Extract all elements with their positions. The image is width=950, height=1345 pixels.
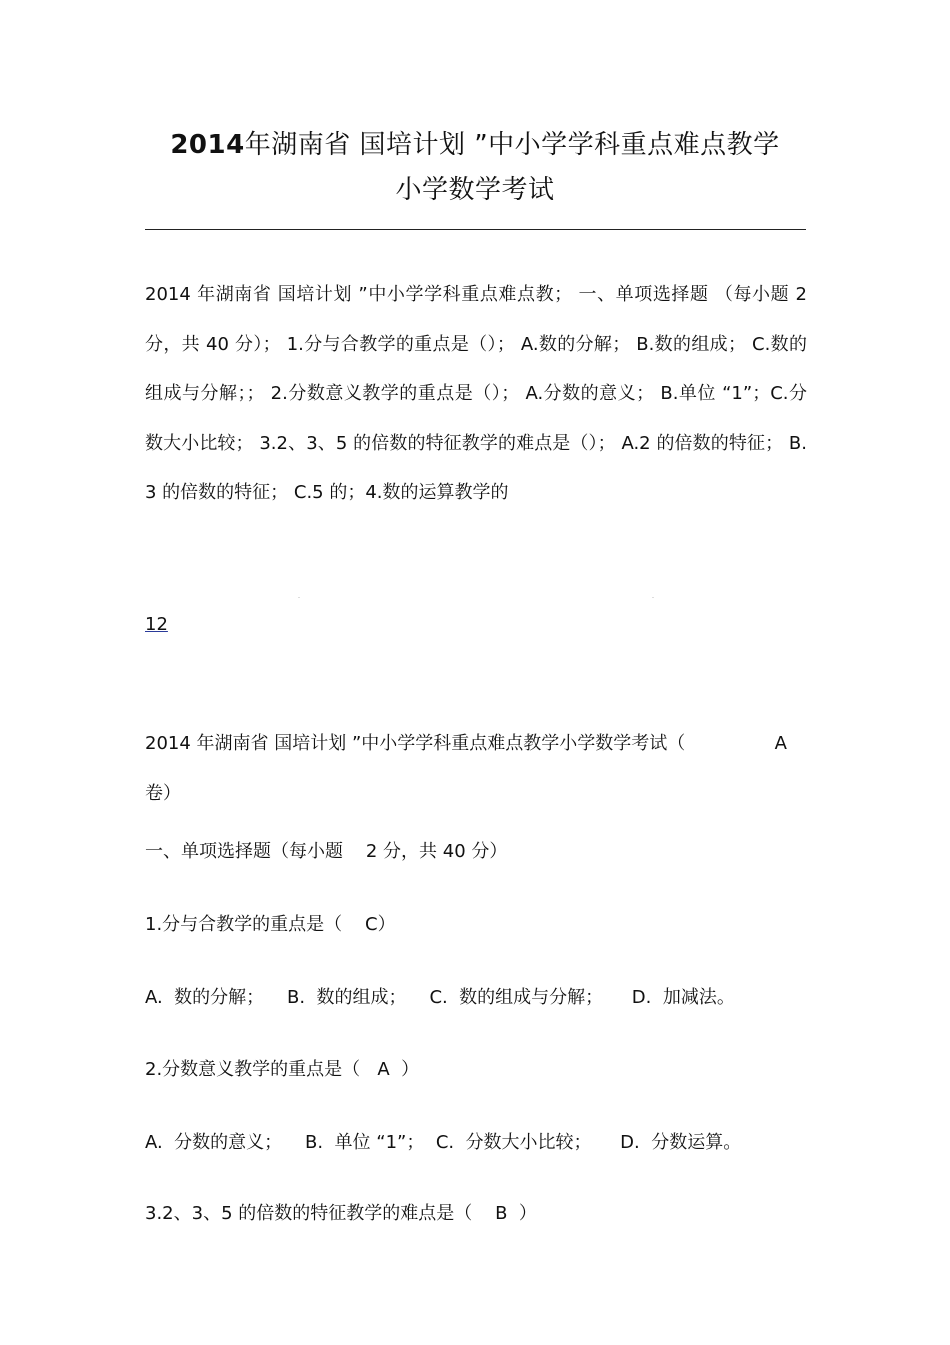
- full-heading-line-1: [145, 719, 807, 769]
- scan-speck: [298, 597, 300, 598]
- section-heading: 一、单项选择题（每小题 2 分，共 40 分）: [145, 841, 508, 862]
- full-document-heading: [145, 719, 807, 818]
- question-1: 1.分与合教学的重点是（ C）: [145, 914, 396, 935]
- question-2: 2.分数意义教学的重点是（ A ）: [145, 1059, 420, 1080]
- title-line-1-text: 年湖南省 国培计划 ”中小学学科重点难点教学: [244, 130, 780, 160]
- full-heading-line-1-right: A: [774, 733, 787, 754]
- question-3: 3.2、3、5 的倍数的特征教学的难点是（ B ）: [145, 1203, 537, 1224]
- title-year: 2014: [170, 130, 245, 160]
- page-number-link[interactable]: 12: [145, 614, 168, 635]
- question-1-options: A. 数的分解； B. 数的组成； C. 数的组成与分解； D. 加减法。: [145, 987, 735, 1008]
- document-title-line-1: [145, 128, 805, 162]
- scan-speck: [652, 597, 654, 598]
- full-heading-line-2: 卷）: [145, 782, 181, 804]
- document-summary: 2014 年湖南省 国培计划 ”中小学学科重点难点教； 一、单项选择题 （每小题 2 分，共 40 分）； 1.分与合教学的重点是（）； A.数的分解； B.数的组成； C.数的组成与分解；； 2.分数意义教学的重点是（）； A.分数的意义； B.单位 “1”；C.分数大小比较； 3.2、3、5 的倍数的特征教学的难点是（）； A.2 的倍数的特征； B.3 的倍数的特征； C.5 的；4.数的运算教学的: [145, 284, 807, 504]
- title-divider: [145, 229, 806, 230]
- question-2-options: A. 分数的意义； B. 单位 “1”； C. 分数大小比较； D. 分数运算。: [145, 1132, 742, 1153]
- document-title-line-2: 小学数学考试: [395, 175, 555, 205]
- full-heading-line-1-left: 2014 年湖南省 国培计划 ”中小学学科重点难点教学小学数学考试（: [145, 733, 686, 754]
